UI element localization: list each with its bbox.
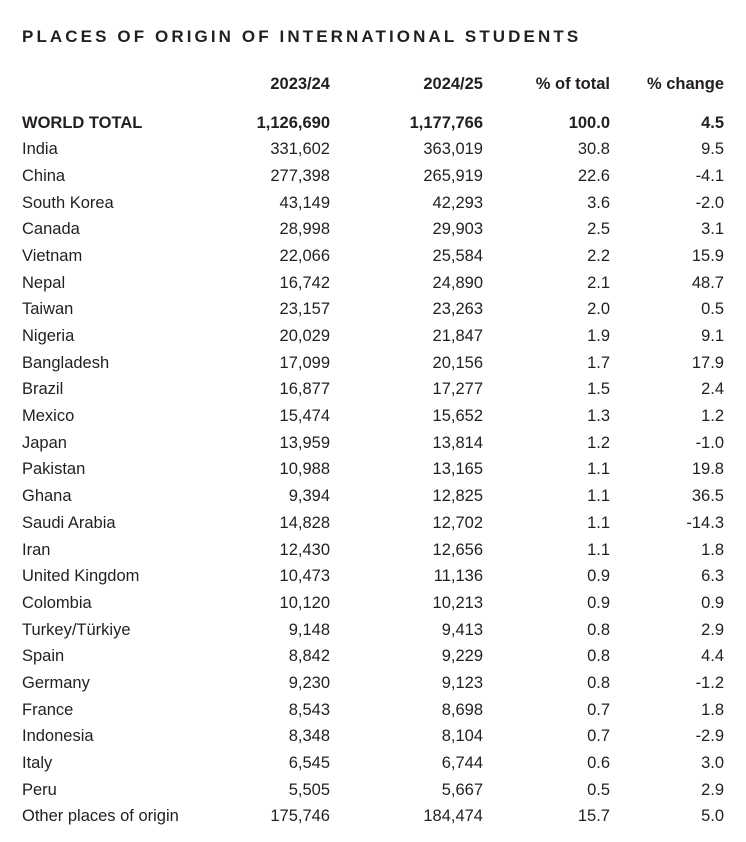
value-cell-pct-change: 48.7 — [691, 273, 724, 292]
place-name-cell: Ghana — [22, 487, 72, 506]
table-row — [22, 430, 724, 457]
value-cell-2024-25: 10,213 — [432, 593, 483, 612]
value-cell-2023-24: 28,998 — [279, 220, 330, 239]
value-cell-pct-of-total: 1.3 — [587, 407, 610, 426]
value-cell-pct-of-total: 1.1 — [587, 487, 610, 506]
value-cell-2023-24: 8,348 — [288, 727, 330, 746]
col-header-pct-change: % change — [646, 74, 724, 93]
table-row — [22, 643, 724, 670]
value-cell-pct-change: 3.1 — [701, 220, 724, 239]
value-cell-2023-24: 16,877 — [279, 380, 330, 399]
value-cell-2024-25: 21,847 — [432, 327, 483, 346]
origins-table — [22, 71, 724, 830]
table-row — [22, 377, 724, 404]
value-cell-pct-of-total: 1.7 — [587, 353, 610, 372]
place-name-cell: WORLD TOTAL — [22, 113, 143, 132]
value-cell-pct-change: 4.4 — [701, 647, 724, 666]
col-header-pct-of-total: % of total — [535, 74, 610, 93]
value-cell-2023-24: 10,473 — [279, 567, 330, 586]
place-name-cell: Colombia — [22, 593, 92, 612]
value-cell-2024-25: 12,825 — [432, 487, 483, 506]
value-cell-2023-24: 5,505 — [288, 780, 330, 799]
value-cell-pct-change: -4.1 — [695, 166, 724, 185]
value-cell-pct-of-total: 0.7 — [587, 700, 610, 719]
value-cell-2024-25: 15,652 — [432, 407, 483, 426]
value-cell-pct-of-total: 0.9 — [587, 567, 610, 586]
value-cell-pct-change: -2.0 — [695, 193, 724, 212]
place-name-cell: Italy — [22, 754, 53, 773]
place-name-cell: Indonesia — [22, 727, 94, 746]
page-title: PLACES OF ORIGIN OF INTERNATIONAL STUDENTS — [22, 27, 582, 46]
value-cell-pct-change: 2.9 — [701, 780, 724, 799]
value-cell-pct-change: 3.0 — [701, 754, 724, 773]
value-cell-pct-of-total: 22.6 — [577, 166, 610, 185]
value-cell-pct-of-total: 0.8 — [587, 647, 610, 666]
table-row — [22, 270, 724, 297]
place-name-cell: Vietnam — [22, 246, 83, 265]
table-row — [22, 110, 724, 137]
place-name-cell: Bangladesh — [22, 353, 110, 372]
place-name-cell: Nepal — [22, 273, 66, 292]
value-cell-2023-24: 12,430 — [279, 540, 330, 559]
value-cell-2023-24: 277,398 — [270, 166, 330, 185]
value-cell-2023-24: 20,029 — [279, 327, 330, 346]
value-cell-2023-24: 331,602 — [270, 140, 330, 159]
value-cell-pct-of-total: 1.9 — [587, 327, 610, 346]
value-cell-2023-24: 8,543 — [288, 700, 330, 719]
place-name-cell: United Kingdom — [22, 567, 140, 586]
value-cell-pct-change: 4.5 — [701, 113, 724, 132]
value-cell-pct-of-total: 1.5 — [587, 380, 610, 399]
value-cell-2024-25: 12,702 — [432, 513, 483, 532]
value-cell-2023-24: 175,746 — [270, 807, 330, 826]
col-header-2023-24: 2023/24 — [270, 74, 330, 93]
value-cell-2024-25: 9,413 — [441, 620, 483, 639]
value-cell-pct-of-total: 2.0 — [587, 300, 610, 319]
table-body — [22, 110, 724, 831]
value-cell-2024-25: 11,136 — [433, 567, 483, 586]
value-cell-2024-25: 363,019 — [423, 140, 483, 159]
table-row — [22, 670, 724, 697]
value-cell-pct-change: 9.1 — [701, 327, 724, 346]
value-cell-pct-of-total: 1.2 — [587, 433, 610, 452]
value-cell-pct-change: 6.3 — [701, 567, 724, 586]
value-cell-pct-change: 9.5 — [701, 140, 724, 159]
value-cell-pct-change: 2.9 — [701, 620, 724, 639]
value-cell-2023-24: 6,545 — [288, 754, 330, 773]
table-header-row — [22, 71, 724, 98]
value-cell-2024-25: 9,229 — [441, 647, 483, 666]
table-row — [22, 243, 724, 270]
place-name-cell: Nigeria — [22, 327, 75, 346]
value-cell-pct-of-total: 1.1 — [587, 540, 610, 559]
place-name-cell: Japan — [22, 433, 67, 452]
value-cell-2024-25: 6,744 — [441, 754, 483, 773]
value-cell-2024-25: 42,293 — [432, 193, 483, 212]
value-cell-2023-24: 13,959 — [279, 433, 330, 452]
value-cell-2024-25: 13,814 — [432, 433, 483, 452]
value-cell-2023-24: 23,157 — [279, 300, 330, 319]
value-cell-pct-change: -14.3 — [686, 513, 724, 532]
value-cell-pct-change: 36.5 — [691, 487, 724, 506]
value-cell-pct-change: 15.9 — [691, 246, 724, 265]
value-cell-2024-25: 265,919 — [423, 166, 483, 185]
value-cell-2024-25: 13,165 — [432, 460, 483, 479]
value-cell-2024-25: 9,123 — [441, 673, 483, 692]
value-cell-pct-change: -2.9 — [695, 727, 724, 746]
value-cell-pct-change: 1.8 — [701, 540, 724, 559]
table-row — [22, 136, 724, 163]
value-cell-2023-24: 43,149 — [279, 193, 330, 212]
place-name-cell: South Korea — [22, 193, 114, 212]
table-row — [22, 350, 724, 377]
place-name-cell: Saudi Arabia — [22, 513, 116, 532]
table-row — [22, 216, 724, 243]
table-row — [22, 724, 724, 751]
place-name-cell: Brazil — [22, 380, 64, 399]
value-cell-2024-25: 8,698 — [441, 700, 483, 719]
value-cell-2023-24: 15,474 — [279, 407, 330, 426]
value-cell-2023-24: 10,988 — [279, 460, 330, 479]
value-cell-2023-24: 9,148 — [288, 620, 330, 639]
value-cell-2024-25: 17,277 — [432, 380, 483, 399]
value-cell-pct-of-total: 15.7 — [577, 807, 610, 826]
table-row — [22, 750, 724, 777]
value-cell-pct-of-total: 2.1 — [587, 273, 610, 292]
value-cell-pct-change: 19.8 — [691, 460, 724, 479]
value-cell-pct-of-total: 1.1 — [587, 460, 610, 479]
table-row — [22, 563, 724, 590]
value-cell-pct-change: 1.2 — [701, 407, 724, 426]
value-cell-pct-of-total: 2.5 — [587, 220, 610, 239]
place-name-cell: Iran — [22, 540, 51, 559]
value-cell-2024-25: 29,903 — [432, 220, 483, 239]
value-cell-2024-25: 25,584 — [432, 246, 483, 265]
value-cell-2023-24: 1,126,690 — [256, 113, 330, 132]
table-row — [22, 163, 724, 190]
value-cell-pct-change: -1.0 — [695, 433, 724, 452]
value-cell-pct-of-total: 0.6 — [587, 754, 610, 773]
value-cell-2024-25: 24,890 — [432, 273, 483, 292]
value-cell-pct-of-total: 0.8 — [587, 673, 610, 692]
place-name-cell: Peru — [22, 780, 57, 799]
value-cell-2024-25: 1,177,766 — [409, 113, 483, 132]
value-cell-2024-25: 12,656 — [432, 540, 483, 559]
place-name-cell: Canada — [22, 220, 80, 239]
value-cell-pct-of-total: 100.0 — [568, 113, 610, 132]
value-cell-2023-24: 22,066 — [279, 246, 330, 265]
value-cell-2024-25: 20,156 — [432, 353, 483, 372]
table-row — [22, 297, 724, 324]
value-cell-pct-of-total: 3.6 — [587, 193, 610, 212]
table-row — [22, 617, 724, 644]
value-cell-2023-24: 16,742 — [279, 273, 330, 292]
place-name-cell: France — [22, 700, 74, 719]
value-cell-pct-of-total: 1.1 — [587, 513, 610, 532]
place-name-cell: China — [22, 166, 66, 185]
place-name-cell: Spain — [22, 647, 65, 666]
value-cell-pct-of-total: 30.8 — [577, 140, 610, 159]
value-cell-pct-of-total: 0.5 — [587, 780, 610, 799]
value-cell-2024-25: 184,474 — [423, 807, 483, 826]
table-row — [22, 590, 724, 617]
value-cell-2023-24: 14,828 — [279, 513, 330, 532]
value-cell-pct-of-total: 0.7 — [587, 727, 610, 746]
table-row — [22, 537, 724, 564]
table-row — [22, 777, 724, 804]
value-cell-pct-of-total: 2.2 — [587, 246, 610, 265]
place-name-cell: Pakistan — [22, 460, 86, 479]
table-row — [22, 323, 724, 350]
table-row — [22, 510, 724, 537]
place-name-cell: India — [22, 140, 58, 159]
value-cell-pct-of-total: 0.9 — [587, 593, 610, 612]
table-row — [22, 697, 724, 724]
value-cell-2024-25: 5,667 — [441, 780, 483, 799]
place-name-cell: Mexico — [22, 407, 75, 426]
value-cell-2023-24: 10,120 — [279, 593, 330, 612]
value-cell-pct-change: 1.8 — [701, 700, 724, 719]
value-cell-pct-of-total: 0.8 — [587, 620, 610, 639]
value-cell-pct-change: 17.9 — [691, 353, 724, 372]
table-row — [22, 190, 724, 217]
place-name-cell: Taiwan — [22, 300, 74, 319]
value-cell-2023-24: 9,394 — [288, 487, 330, 506]
value-cell-pct-change: -1.2 — [695, 673, 724, 692]
place-name-cell: Germany — [22, 673, 90, 692]
value-cell-pct-change: 0.9 — [701, 593, 724, 612]
col-header-2024-25: 2024/25 — [423, 74, 483, 93]
table-row — [22, 483, 724, 510]
value-cell-pct-change: 2.4 — [701, 380, 724, 399]
table-row — [22, 804, 724, 831]
value-cell-2023-24: 9,230 — [288, 673, 330, 692]
value-cell-2023-24: 17,099 — [279, 353, 330, 372]
value-cell-2023-24: 8,842 — [288, 647, 330, 666]
value-cell-pct-change: 5.0 — [701, 807, 724, 826]
table-row — [22, 403, 724, 430]
value-cell-2024-25: 8,104 — [441, 727, 483, 746]
value-cell-pct-change: 0.5 — [701, 300, 724, 319]
value-cell-2024-25: 23,263 — [432, 300, 483, 319]
table-row — [22, 457, 724, 484]
place-name-cell: Other places of origin — [22, 807, 179, 826]
place-name-cell: Turkey/Türkiye — [22, 620, 131, 639]
